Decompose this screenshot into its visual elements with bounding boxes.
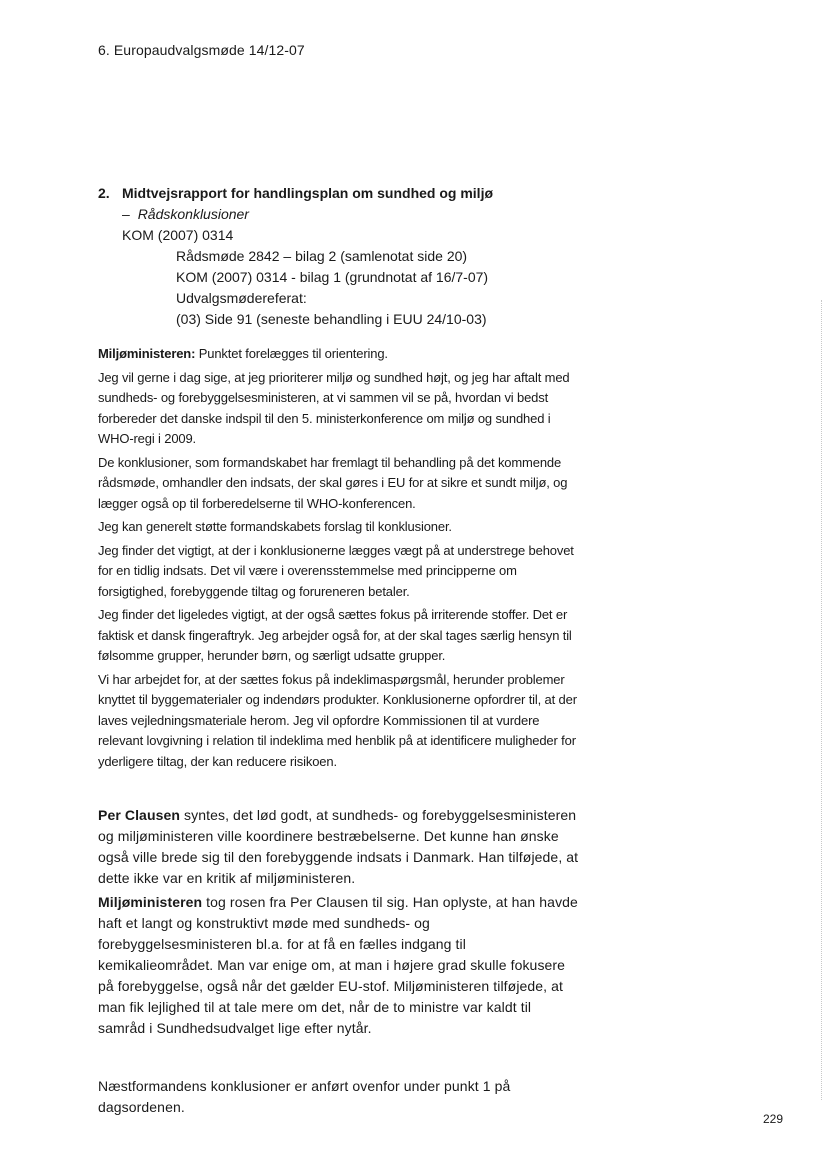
scan-edge-mark [820,300,822,1100]
clausen-text: syntes, det lød godt, at sundheds- og forebyggelsesministeren og miljøministeren ville koordinere bestræbelserne. Det kunne han ønske også ville brede sig til den forebyggende indsats i Danmark. Han tilføjede, at dette ikke var en kritik af miljøministeren. [98,807,579,886]
spacer [98,1042,580,1076]
agenda-title: Midtvejsrapport for handlingsplan om sundhed og miljø [122,185,494,201]
page-number: 229 [763,1112,784,1126]
minister-intro-paragraph [98,344,580,365]
speaker-name: Miljøministeren: [98,346,196,361]
agenda-reference: KOM (2007) 0314 [122,227,234,243]
minister-paragraph: Jeg finder det ligeledes vigtigt, at der også sættes fokus på irriterende stoffer. Det er faktisk et dansk fingeraftryk. Jeg arbejder også for, at der skal tages særlig hensyn til følsomme grupper, herunder børn, og særligt udsatte grupper. [98,607,572,663]
speaker-name: Miljøministeren [98,894,203,910]
minister-paragraph: Vi har arbejdet for, at der sættes fokus på indeklimaspørgsmål, herunder problemer knyttet til byggematerialer og indendørs produkter. Konklusionerne opfordrer til, at der laves vejledningsmateriale herom. Jeg vil opfordre Kommissionen til at vurdere relevant lovgivning i relation til indeklima med henblik på at identificere muligheder for yderligere tiltag, der kan reducere risikoen. [98,671,577,769]
agenda-document: Udvalgsmødereferat: [176,290,307,306]
minister-reply-text: tog rosen fra Per Clausen til sig. Han oplyste, at han havde haft et langt og konstruktivt møde med sundheds- og forebyggelsesministeren bl.a. for at få en fælles indgang til kemikalieområdet. Man var enige om, at man i højere grad skulle fokusere på forebyggelse, også når det gælder EU-stof. Miljøministeren tilføjede, at man fik lejlighed til at tale mere om det, når de to ministre var kaldt til samråd i Sundhedsudvalget lige efter nytår. [98,894,578,1036]
minister-reply-paragraph [98,892,580,1039]
minister-paragraph: De konklusioner, som formandskabet har fremlagt til behandling på det kommende rådsmøde, omhandler den indsats, der skal gøres i EU for at sikre et sundt miljø, og lægger også op til forberedelserne til WHO-konferencen. [98,454,568,511]
minister-paragraph: Jeg kan generelt støtte formandskabets forslag til konklusioner. [98,519,452,534]
spacer [98,775,580,805]
agenda-document: Rådsmøde 2842 – bilag 2 (samlenotat side 20) [176,248,468,264]
minister-paragraph: Jeg vil gerne i dag sige, at jeg prioriterer miljø og sundhed højt, og jeg har aftalt med sundheds- og forebyggelsesministeren, at vi sammen vil se på, hvordan vi bedst forbereder det danske indspil til den 5. ministerkonference om miljø og sundhed i WHO-regi i 2009. [98,369,570,446]
agenda-document: KOM (2007) 0314 - bilag 1 (grundnotat af 16/7-07) [176,269,489,285]
agenda-documents [176,246,658,330]
agenda-title-row [98,183,658,204]
agenda-subtitle-row [122,204,658,225]
minutes-body [98,344,580,1121]
clausen-paragraph [98,805,580,889]
agenda-dash: – [122,206,130,222]
agenda-document: (03) Side 91 (seneste behandling i EUU 24/10-03) [176,311,487,327]
meeting-header: 6. Europaudvalgsmøde 14/12-07 [98,42,305,58]
minister-paragraph: Jeg finder det vigtigt, at der i konklusionerne lægges vægt på at understrege behovet for en tidlig indsats. Det vil være i overensstemmelse med principperne om forsigtighed, forebyggende tiltag og forureneren betaler. [98,542,574,599]
speaker-name: Per Clausen [98,807,181,823]
minister-intro: Punktet forelægges til orientering. [198,346,388,361]
agenda-number: 2. [98,185,110,201]
agenda-item [98,183,658,330]
conclusion-paragraph: Næstformandens konklusioner er anført ovenfor under punkt 1 på dagsordenen. [98,1078,511,1115]
agenda-subtitle: Rådskonklusioner [137,206,249,222]
